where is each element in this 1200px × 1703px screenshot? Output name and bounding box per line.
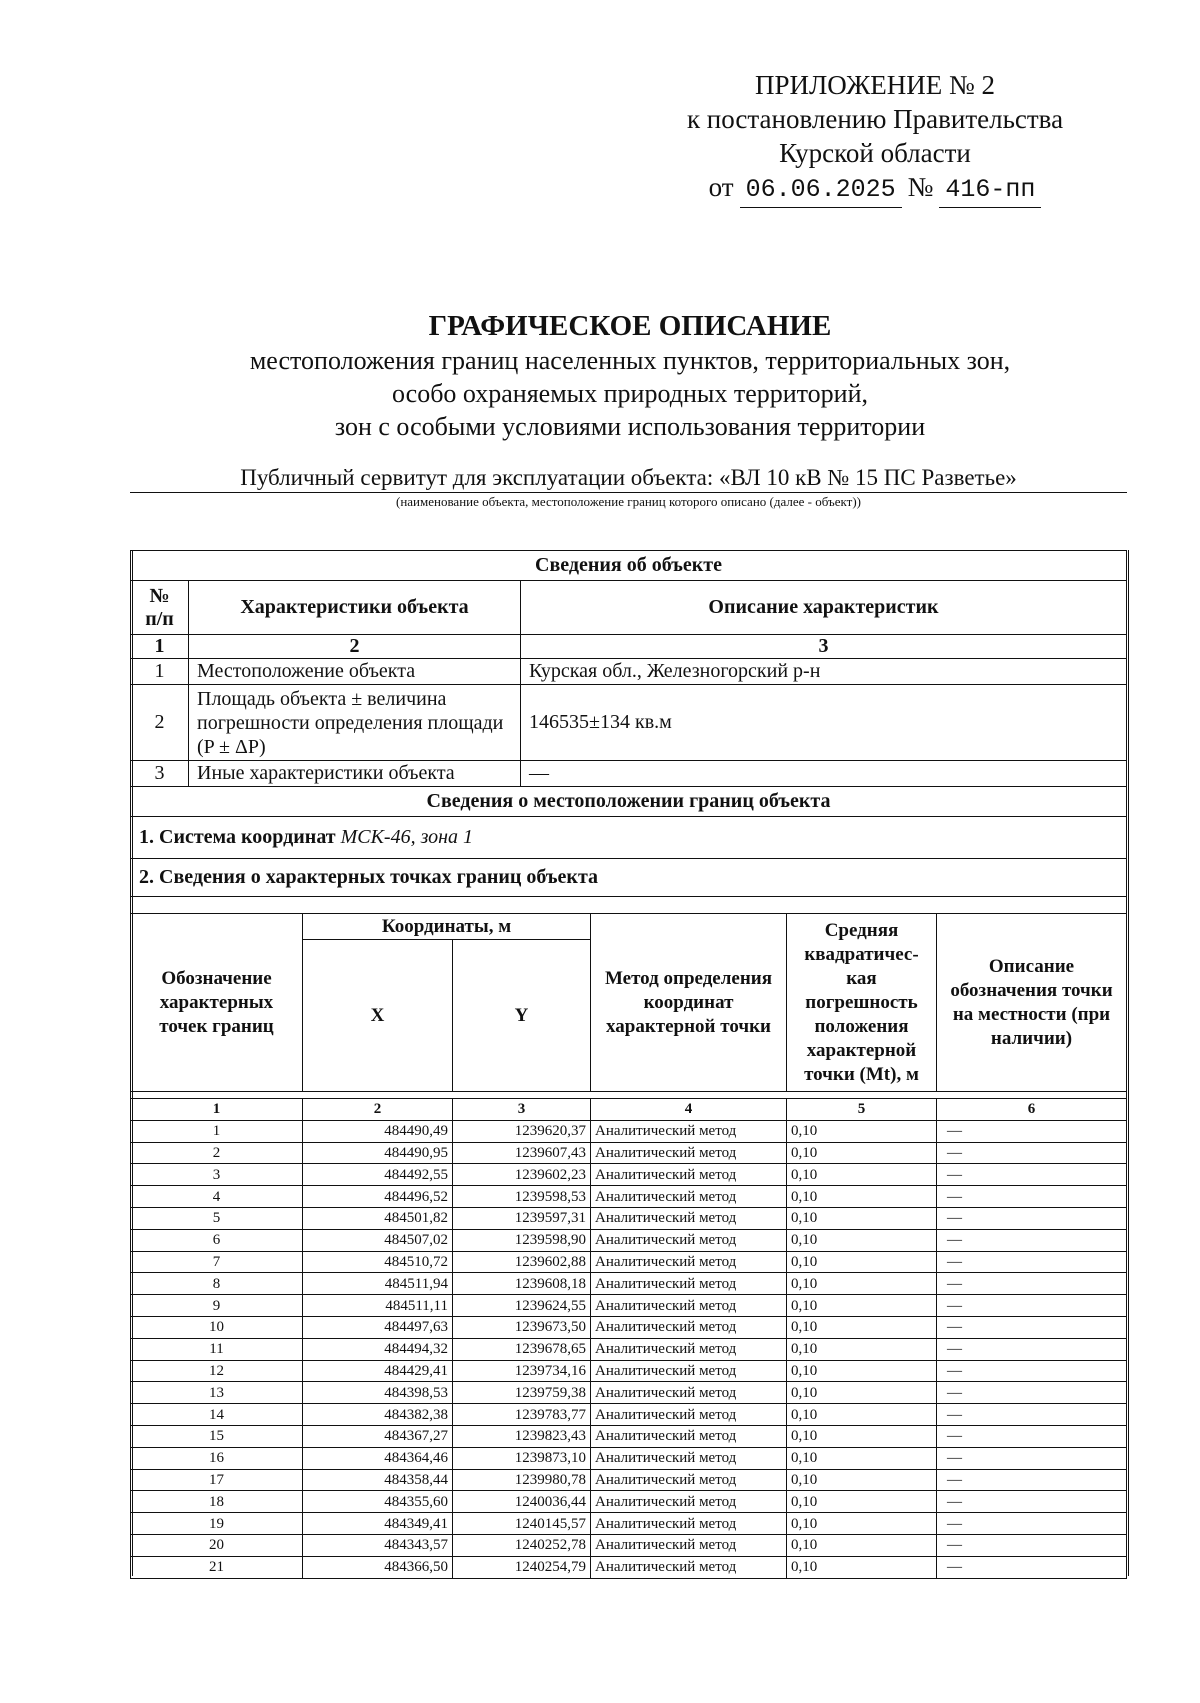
title-sub-1: местоположения границ населенных пунктов, территориальных зон, bbox=[249, 346, 1011, 375]
col-x-header: X bbox=[303, 940, 453, 1092]
table-row bbox=[131, 1425, 1127, 1447]
title-main: ГРАФИЧЕСКОЕ ОПИСАНИЕ bbox=[428, 310, 832, 342]
point-x: 484490,95 bbox=[303, 1142, 453, 1164]
date-prefix: от bbox=[708, 172, 734, 202]
point-y: 1240254,79 bbox=[453, 1556, 591, 1578]
col-method-header: Метод определения координат характерной точки bbox=[591, 914, 787, 1092]
point-n: 19 bbox=[131, 1513, 303, 1535]
table-row bbox=[131, 1469, 1127, 1491]
col-point-header: Обозначение характерных точек границ bbox=[131, 914, 303, 1092]
table-row bbox=[131, 1447, 1127, 1469]
table-row bbox=[131, 1491, 1127, 1513]
point-y: 1239620,37 bbox=[453, 1120, 591, 1142]
point-n: 20 bbox=[131, 1534, 303, 1556]
points-header-table bbox=[130, 913, 1127, 1092]
point-err: 0,10 bbox=[787, 1273, 937, 1295]
point-method: Аналитический метод bbox=[591, 1491, 787, 1513]
point-err: 0,10 bbox=[787, 1425, 937, 1447]
point-err: 0,10 bbox=[787, 1295, 937, 1317]
point-n: 5 bbox=[131, 1207, 303, 1229]
point-y: 1239602,88 bbox=[453, 1251, 591, 1273]
point-y: 1239678,65 bbox=[453, 1338, 591, 1360]
column-index: 1 bbox=[131, 1099, 303, 1121]
point-method: Аналитический метод bbox=[591, 1469, 787, 1491]
point-y: 1239624,55 bbox=[453, 1295, 591, 1317]
point-err: 0,10 bbox=[787, 1534, 937, 1556]
number-prefix: № bbox=[907, 172, 934, 202]
object-info-table bbox=[130, 550, 1127, 897]
table-row bbox=[131, 1207, 1127, 1229]
point-method: Аналитический метод bbox=[591, 1186, 787, 1208]
point-err: 0,10 bbox=[787, 1229, 937, 1251]
point-n: 21 bbox=[131, 1556, 303, 1578]
point-x: 484343,57 bbox=[303, 1534, 453, 1556]
point-desc: — bbox=[937, 1207, 1127, 1229]
point-method: Аналитический метод bbox=[591, 1251, 787, 1273]
point-y: 1240036,44 bbox=[453, 1491, 591, 1513]
point-n: 11 bbox=[131, 1338, 303, 1360]
point-y: 1239783,77 bbox=[453, 1404, 591, 1426]
points-section-title: 2. Сведения о характерных точках границ объекта bbox=[131, 859, 1127, 897]
point-n: 13 bbox=[131, 1382, 303, 1404]
title-sub-3: зон с особыми условиями использования территории bbox=[334, 412, 926, 441]
table-row bbox=[131, 1316, 1127, 1338]
appendix-ref-line1: к постановлению Правительства bbox=[686, 104, 1064, 134]
column-index: 2 bbox=[189, 635, 521, 659]
col-y-header: Y bbox=[453, 940, 591, 1092]
column-index: 3 bbox=[521, 635, 1127, 659]
section-title-location: Сведения о местоположении границ объекта bbox=[131, 787, 1127, 817]
point-desc: — bbox=[937, 1491, 1127, 1513]
point-err: 0,10 bbox=[787, 1447, 937, 1469]
point-desc: — bbox=[937, 1360, 1127, 1382]
point-y: 1239598,53 bbox=[453, 1186, 591, 1208]
point-n: 10 bbox=[131, 1316, 303, 1338]
point-err: 0,10 bbox=[787, 1469, 937, 1491]
resolution-date-line bbox=[665, 170, 1085, 208]
table-row: 2 Площадь объекта ± величина погрешности определения площади (P ± ΔP) 146535±134 кв.м bbox=[131, 685, 1127, 761]
table-row bbox=[131, 1120, 1127, 1142]
point-n: 4 bbox=[131, 1186, 303, 1208]
point-method: Аналитический метод bbox=[591, 1425, 787, 1447]
point-desc: — bbox=[937, 1295, 1127, 1317]
point-method: Аналитический метод bbox=[591, 1447, 787, 1469]
point-method: Аналитический метод bbox=[591, 1164, 787, 1186]
object-caption: (наименование объекта, местоположение границ которого описано (далее - объект)) bbox=[396, 494, 861, 509]
point-method: Аналитический метод bbox=[591, 1316, 787, 1338]
column-index: 5 bbox=[787, 1099, 937, 1121]
appendix-header bbox=[665, 68, 1085, 208]
point-method: Аналитический метод bbox=[591, 1120, 787, 1142]
table-row: 1 Местоположение объекта Курская обл., Железногорский р-н bbox=[131, 659, 1127, 685]
table-row bbox=[131, 1556, 1127, 1578]
point-y: 1239607,43 bbox=[453, 1142, 591, 1164]
point-err: 0,10 bbox=[787, 1251, 937, 1273]
point-desc: — bbox=[937, 1338, 1127, 1360]
point-desc: — bbox=[937, 1534, 1127, 1556]
point-method: Аналитический метод bbox=[591, 1534, 787, 1556]
point-x: 484501,82 bbox=[303, 1207, 453, 1229]
point-n: 1 bbox=[131, 1120, 303, 1142]
point-desc: — bbox=[937, 1142, 1127, 1164]
table-row bbox=[131, 1404, 1127, 1426]
table-row bbox=[131, 1295, 1127, 1317]
point-x: 484382,38 bbox=[303, 1404, 453, 1426]
appendix-ref-line2: Курской области bbox=[779, 138, 971, 168]
point-x: 484497,63 bbox=[303, 1316, 453, 1338]
point-y: 1240252,78 bbox=[453, 1534, 591, 1556]
point-x: 484355,60 bbox=[303, 1491, 453, 1513]
points-table bbox=[130, 1098, 1127, 1579]
table-row bbox=[131, 1273, 1127, 1295]
point-n: 9 bbox=[131, 1295, 303, 1317]
point-method: Аналитический метод bbox=[591, 1360, 787, 1382]
table-row bbox=[131, 1360, 1127, 1382]
point-desc: — bbox=[937, 1425, 1127, 1447]
point-n: 12 bbox=[131, 1360, 303, 1382]
point-n: 6 bbox=[131, 1229, 303, 1251]
point-desc: — bbox=[937, 1273, 1127, 1295]
point-y: 1239980,78 bbox=[453, 1469, 591, 1491]
point-method: Аналитический метод bbox=[591, 1382, 787, 1404]
point-method: Аналитический метод bbox=[591, 1338, 787, 1360]
col-desc-header: Описание обозначения точки на местности (при наличии) bbox=[937, 914, 1127, 1092]
point-err: 0,10 bbox=[787, 1120, 937, 1142]
point-err: 0,10 bbox=[787, 1513, 937, 1535]
table-row: 3 Иные характеристики объекта — bbox=[131, 761, 1127, 787]
point-method: Аналитический метод bbox=[591, 1273, 787, 1295]
point-n: 14 bbox=[131, 1404, 303, 1426]
column-index: 2 bbox=[303, 1099, 453, 1121]
point-n: 15 bbox=[131, 1425, 303, 1447]
appendix-number: ПРИЛОЖЕНИЕ № 2 bbox=[754, 70, 996, 100]
table-row bbox=[131, 1229, 1127, 1251]
point-desc: — bbox=[937, 1404, 1127, 1426]
point-y: 1239608,18 bbox=[453, 1273, 591, 1295]
point-x: 484349,41 bbox=[303, 1513, 453, 1535]
point-err: 0,10 bbox=[787, 1404, 937, 1426]
point-desc: — bbox=[937, 1229, 1127, 1251]
column-index: 6 bbox=[937, 1099, 1127, 1121]
point-method: Аналитический метод bbox=[591, 1207, 787, 1229]
point-desc: — bbox=[937, 1469, 1127, 1491]
point-x: 484366,50 bbox=[303, 1556, 453, 1578]
point-desc: — bbox=[937, 1186, 1127, 1208]
point-x: 484510,72 bbox=[303, 1251, 453, 1273]
point-y: 1239873,10 bbox=[453, 1447, 591, 1469]
point-n: 18 bbox=[131, 1491, 303, 1513]
point-x: 484511,94 bbox=[303, 1273, 453, 1295]
point-err: 0,10 bbox=[787, 1164, 937, 1186]
table-row bbox=[131, 1142, 1127, 1164]
title-sub-2: особо охраняемых природных территорий, bbox=[392, 379, 868, 408]
point-err: 0,10 bbox=[787, 1360, 937, 1382]
point-x: 484507,02 bbox=[303, 1229, 453, 1251]
point-y: 1239734,16 bbox=[453, 1360, 591, 1382]
point-err: 0,10 bbox=[787, 1186, 937, 1208]
point-method: Аналитический метод bbox=[591, 1513, 787, 1535]
point-desc: — bbox=[937, 1164, 1127, 1186]
point-x: 484494,32 bbox=[303, 1338, 453, 1360]
point-desc: — bbox=[937, 1316, 1127, 1338]
point-method: Аналитический метод bbox=[591, 1404, 787, 1426]
point-n: 17 bbox=[131, 1469, 303, 1491]
resolution-number: 416-пп bbox=[939, 173, 1041, 208]
point-err: 0,10 bbox=[787, 1142, 937, 1164]
point-y: 1239759,38 bbox=[453, 1382, 591, 1404]
point-x: 484429,41 bbox=[303, 1360, 453, 1382]
point-desc: — bbox=[937, 1251, 1127, 1273]
point-x: 484398,53 bbox=[303, 1382, 453, 1404]
point-y: 1239823,43 bbox=[453, 1425, 591, 1447]
coordinate-system: 1. Система координат МСК-46, зона 1 bbox=[131, 817, 1127, 859]
point-err: 0,10 bbox=[787, 1556, 937, 1578]
col-characteristics-header: Характеристики объекта bbox=[189, 581, 521, 635]
document-title bbox=[100, 308, 1160, 443]
col-description-header: Описание характеристик bbox=[521, 581, 1127, 635]
point-y: 1239673,50 bbox=[453, 1316, 591, 1338]
point-y: 1240145,57 bbox=[453, 1513, 591, 1535]
column-index: 3 bbox=[453, 1099, 591, 1121]
point-method: Аналитический метод bbox=[591, 1142, 787, 1164]
point-method: Аналитический метод bbox=[591, 1229, 787, 1251]
point-x: 484496,52 bbox=[303, 1186, 453, 1208]
table-row bbox=[131, 1186, 1127, 1208]
point-x: 484367,27 bbox=[303, 1425, 453, 1447]
col-coords-header: Координаты, м bbox=[303, 914, 591, 940]
point-n: 16 bbox=[131, 1447, 303, 1469]
point-desc: — bbox=[937, 1513, 1127, 1535]
point-desc: — bbox=[937, 1382, 1127, 1404]
col-number-header: № п/п bbox=[131, 581, 189, 635]
table-row bbox=[131, 1534, 1127, 1556]
point-x: 484492,55 bbox=[303, 1164, 453, 1186]
point-x: 484364,46 bbox=[303, 1447, 453, 1469]
table-row bbox=[131, 1338, 1127, 1360]
point-y: 1239597,31 bbox=[453, 1207, 591, 1229]
column-index: 4 bbox=[591, 1099, 787, 1121]
point-y: 1239598,90 bbox=[453, 1229, 591, 1251]
point-err: 0,10 bbox=[787, 1491, 937, 1513]
point-x: 484490,49 bbox=[303, 1120, 453, 1142]
point-x: 484511,11 bbox=[303, 1295, 453, 1317]
column-index: 1 bbox=[131, 635, 189, 659]
point-x: 484358,44 bbox=[303, 1469, 453, 1491]
point-method: Аналитический метод bbox=[591, 1556, 787, 1578]
resolution-date: 06.06.2025 bbox=[740, 173, 902, 208]
point-n: 3 bbox=[131, 1164, 303, 1186]
point-desc: — bbox=[937, 1447, 1127, 1469]
point-err: 0,10 bbox=[787, 1207, 937, 1229]
table-row bbox=[131, 1382, 1127, 1404]
table-row bbox=[131, 1164, 1127, 1186]
section-title-object: Сведения об объекте bbox=[131, 551, 1127, 581]
point-n: 7 bbox=[131, 1251, 303, 1273]
point-method: Аналитический метод bbox=[591, 1295, 787, 1317]
point-err: 0,10 bbox=[787, 1382, 937, 1404]
col-error-header: Средняя квадратичес-кая погрешность положения характерной точки (Mt), м bbox=[787, 914, 937, 1092]
table-row bbox=[131, 1513, 1127, 1535]
point-y: 1239602,23 bbox=[453, 1164, 591, 1186]
table-row bbox=[131, 1251, 1127, 1273]
point-err: 0,10 bbox=[787, 1338, 937, 1360]
point-desc: — bbox=[937, 1120, 1127, 1142]
object-name: Публичный сервитут для эксплуатации объекта: «ВЛ 10 кВ № 15 ПС Разветье» bbox=[130, 464, 1127, 493]
point-n: 8 bbox=[131, 1273, 303, 1295]
point-desc: — bbox=[937, 1556, 1127, 1578]
point-n: 2 bbox=[131, 1142, 303, 1164]
point-err: 0,10 bbox=[787, 1316, 937, 1338]
